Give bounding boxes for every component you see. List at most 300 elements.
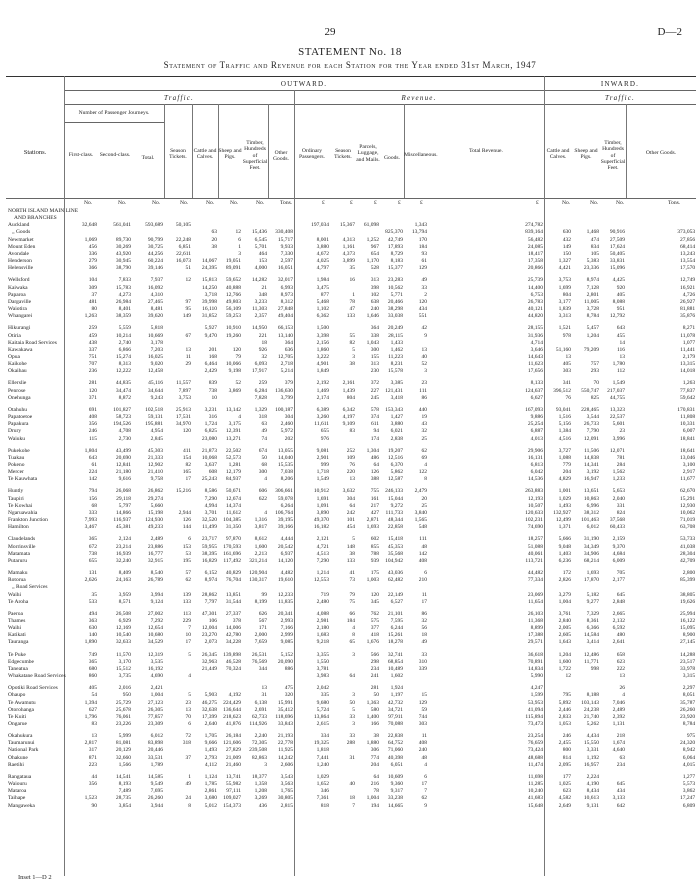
- table-cell: 3,996: [612, 435, 625, 442]
- table-cell: 17,358: [527, 258, 543, 265]
- station-name: „ Goods: [8, 229, 31, 236]
- table-cell: 331: [616, 502, 625, 509]
- table-cell: 97,111: [226, 788, 241, 795]
- table-cell: 41,094: [527, 706, 543, 713]
- table-cell: 43,036: [387, 570, 403, 577]
- table-cell: [242, 222, 268, 229]
- table-row: [6, 421, 696, 428]
- table-cell: 1,643: [558, 639, 571, 646]
- station-name: Drury: [8, 428, 22, 435]
- table-row: [6, 496, 696, 503]
- table-cell: 16,957: [583, 761, 599, 768]
- table-cell: 4,994: [204, 502, 217, 509]
- unit-label: No.: [256, 200, 265, 206]
- table-cell: 117,492: [223, 557, 241, 564]
- table-cell: 978: [562, 332, 571, 339]
- table-cell: 12,749: [680, 277, 696, 284]
- table-cell: 7,695: [150, 788, 163, 795]
- table-cell: 3,718: [204, 291, 217, 298]
- table-cell: 220: [346, 469, 355, 476]
- table-cell: 70: [185, 713, 191, 720]
- table-cell: 4,112: [204, 761, 217, 768]
- table-cell: 317: [88, 747, 97, 754]
- table-cell: 1,204: [586, 332, 599, 339]
- table-cell: [218, 685, 242, 692]
- table-cell: 115,894: [525, 713, 543, 720]
- table-cell: [192, 340, 218, 347]
- table-cell: 6: [188, 536, 191, 543]
- table-cell: 106,764: [275, 509, 293, 516]
- table-cell: 95: [185, 306, 191, 313]
- table-cell: 81,081: [115, 740, 131, 747]
- table-cell: 377: [370, 625, 379, 632]
- table-cell: [330, 659, 356, 666]
- table-cell: 10,863: [583, 495, 599, 502]
- table-cell: 1,358: [254, 781, 267, 788]
- table-cell: 279: [88, 258, 97, 265]
- table-cell: 13,864: [313, 713, 329, 720]
- table-cell: 42,709: [680, 557, 696, 564]
- table-cell: 1,439: [342, 387, 355, 394]
- table-cell: 3,177: [558, 298, 571, 305]
- table-cell: 4,425: [612, 277, 625, 284]
- table-cell: 8,401: [118, 306, 131, 313]
- table-row: [6, 436, 696, 443]
- table-cell: 49,233: [147, 524, 163, 531]
- table-cell: 24,163: [115, 577, 131, 584]
- table-cell: 26,783: [527, 298, 543, 305]
- table-row: [6, 361, 696, 368]
- table-cell: 201: [208, 346, 217, 353]
- station-name: Raetihi: [8, 761, 24, 768]
- table-cell: 8,612: [254, 536, 267, 543]
- table-cell: 372: [370, 380, 379, 387]
- table-cell: 204: [370, 761, 379, 768]
- table-cell: 120: [88, 387, 97, 394]
- table-cell: 79,209: [583, 346, 599, 353]
- table-cell: 32,741: [387, 651, 403, 658]
- misc-revenue-header: Miscellaneous.: [404, 152, 438, 158]
- table-cell: 418: [370, 632, 379, 639]
- table-cell: 8,206: [280, 476, 293, 483]
- table-cell: 111: [419, 387, 427, 394]
- table-cell: 1,131: [612, 721, 625, 727]
- table-cell: 15,717: [277, 236, 293, 243]
- table-row: [6, 781, 696, 788]
- season-tickets-header: Season Tickets.: [169, 148, 187, 161]
- table-cell: 1,277: [682, 773, 696, 780]
- table-cell: 3,637: [204, 462, 217, 468]
- table-cell: 50,105: [175, 222, 191, 229]
- table-cell: 9,272: [390, 502, 403, 509]
- table-cell: 39,620: [147, 313, 163, 320]
- table-cell: 1,765: [280, 788, 293, 795]
- station-name: Te Kauwhata: [8, 476, 38, 483]
- table-cell: 109,027: [223, 795, 241, 802]
- table-cell: 2,480: [316, 598, 329, 605]
- table-cell: 31,190: [583, 536, 599, 543]
- table-cell: 3,279: [558, 591, 571, 598]
- table-cell: 101: [346, 517, 355, 524]
- table-cell: 5,999: [118, 733, 131, 740]
- table-cell: 17,247: [680, 795, 696, 802]
- table-cell: 21,410: [147, 469, 163, 476]
- table-cell: 31,350: [225, 524, 241, 531]
- table-cell: 126: [370, 469, 379, 476]
- station-name: Waihi: [8, 625, 21, 632]
- table-cell: 8,183: [390, 258, 403, 265]
- statement-number: STATEMENT No. 18: [298, 46, 402, 58]
- table-cell: 8,088: [612, 298, 625, 305]
- table-cell: 18,377: [251, 773, 267, 780]
- table-cell: 824: [616, 509, 625, 516]
- table-cell: 1,468: [586, 229, 599, 236]
- table-cell: 5,214: [280, 368, 293, 375]
- table-cell: 642: [616, 802, 625, 809]
- table-cell: 133: [182, 598, 191, 605]
- table-row: [6, 755, 696, 762]
- table-cell: 38,395: [201, 550, 217, 557]
- station-name: Opua: [8, 353, 20, 360]
- table-cell: 45,116: [148, 380, 163, 387]
- table-cell: 440: [418, 406, 427, 413]
- table-cell: 834: [590, 243, 599, 250]
- table-cell: 719: [320, 591, 329, 598]
- table-cell: 33: [349, 713, 355, 720]
- table-cell: 1,549: [612, 380, 625, 387]
- table-cell: 9,666: [204, 740, 217, 747]
- table-cell: [164, 325, 192, 332]
- table-cell: 3: [352, 721, 355, 727]
- table-cell: 1,599: [530, 692, 543, 699]
- table-cell: 738: [88, 550, 97, 557]
- table-cell: 7,361: [316, 795, 329, 802]
- table-cell: 39,166: [277, 524, 293, 531]
- table-cell: 1,880: [366, 740, 379, 747]
- table-cell: 49,803: [225, 298, 241, 305]
- table-cell: 12,553: [313, 577, 329, 584]
- table-cell: 25,913: [175, 406, 191, 413]
- table-cell: 175: [370, 570, 379, 577]
- table-cell: 6,627: [530, 394, 543, 401]
- table-cell: 4,582: [558, 795, 571, 802]
- table-cell: [192, 685, 218, 692]
- inward-sheep-header: Sheep and Pigs.: [574, 148, 598, 161]
- table-cell: 40,061: [527, 550, 543, 557]
- rule: [404, 104, 405, 198]
- table-cell: [380, 222, 404, 229]
- table-cell: 5: [188, 651, 191, 658]
- table-cell: 6,236: [558, 557, 571, 564]
- table-cell: 40,829: [225, 570, 241, 577]
- table-cell: 364: [370, 325, 379, 332]
- table-cell: 1,192: [586, 754, 599, 761]
- table-cell: 75: [349, 598, 355, 605]
- table-cell: 33,831: [609, 258, 625, 265]
- table-cell: 41: [349, 570, 355, 577]
- table-cell: 60,224: [147, 258, 163, 265]
- unit-label: No.: [206, 200, 215, 206]
- table-cell: 2,981: [316, 617, 329, 624]
- table-cell: 6: [424, 773, 427, 780]
- table-cell: 8,313: [118, 361, 131, 368]
- table-row: [6, 733, 696, 740]
- table-cell: 1,890: [84, 639, 97, 646]
- table-cell: 9,680: [316, 699, 329, 706]
- table-cell: 52: [421, 361, 427, 368]
- station-name: Mangaweka: [8, 802, 35, 809]
- table-cell: 2,626: [84, 577, 97, 584]
- table-cell: 32,017: [277, 277, 293, 284]
- table-cell: 27,848: [277, 306, 293, 313]
- table-cell: 432: [562, 236, 571, 243]
- table-cell: 34,970: [175, 421, 191, 428]
- table-cell: 170,593: [223, 543, 241, 550]
- table-cell: 59,253: [225, 313, 241, 320]
- table-cell: 27,465: [147, 298, 163, 305]
- table-cell: 379: [284, 380, 293, 387]
- table-cell: 2,861: [204, 788, 217, 795]
- table-cell: 7,828: [254, 394, 267, 401]
- table-cell: 35,412: [277, 706, 293, 713]
- table-cell: 6,021: [390, 428, 403, 435]
- table-cell: 825: [590, 394, 599, 401]
- table-cell: 27,145: [680, 639, 696, 646]
- table-cell: 11,612: [226, 509, 241, 516]
- table-cell: 35,876: [680, 313, 696, 320]
- table-cell: 1,316: [254, 517, 267, 524]
- table-cell: 7,046: [612, 699, 625, 706]
- table-cell: 3,727: [558, 447, 571, 454]
- unit-label: £: [536, 200, 539, 206]
- table-cell: 2,000: [254, 632, 267, 639]
- unit-label: £: [398, 200, 401, 206]
- table-cell: [294, 584, 330, 591]
- table-row: [6, 558, 696, 565]
- table-cell: 5,152: [280, 651, 293, 658]
- table-cell: 131: [88, 570, 97, 577]
- table-cell: [164, 685, 192, 692]
- table-cell: 18,278: [387, 639, 403, 646]
- table-cell: 6: [238, 236, 241, 243]
- table-cell: 13,323: [609, 406, 625, 413]
- table-cell: 1,674: [612, 740, 625, 747]
- table-cell: 55: [349, 332, 355, 339]
- table-cell: 316: [208, 414, 217, 421]
- table-cell: 202: [284, 435, 293, 442]
- table-cell: 8,481: [150, 306, 163, 313]
- station-name: Tauranga: [8, 639, 29, 646]
- table-cell: 10,912: [313, 488, 329, 495]
- table-cell: 236: [88, 368, 97, 375]
- table-cell: 73,473: [527, 721, 543, 727]
- table-cell: 19,325: [313, 740, 329, 747]
- table-cell: 3,880: [316, 243, 329, 250]
- station-name: Kaiwaka: [8, 284, 28, 291]
- table-cell: 132,927: [553, 509, 571, 516]
- table-cell: 5,990: [530, 673, 543, 680]
- table-cell: 32,638: [201, 706, 217, 713]
- station-name: Huntly: [8, 488, 24, 495]
- table-cell: 71,019: [680, 517, 696, 524]
- table-cell: 4: [188, 673, 191, 680]
- table-cell: 578: [370, 406, 379, 413]
- table-cell: 31,936: [527, 332, 543, 339]
- table-cell: 20,341: [277, 610, 293, 617]
- table-cell: 240: [418, 747, 427, 754]
- table-cell: 25,254: [527, 421, 543, 428]
- table-cell: 21: [261, 284, 267, 291]
- table-cell: 1,384: [558, 428, 571, 435]
- table-cell: 371: [88, 394, 97, 401]
- table-cell: 17,624: [609, 243, 625, 250]
- table-cell: 68,214: [583, 557, 599, 564]
- table-cell: 6,851: [178, 243, 191, 250]
- table-cell: 63: [619, 754, 625, 761]
- table-cell: 320: [284, 692, 293, 699]
- table-row: [6, 714, 696, 721]
- table-cell: 53,953: [527, 699, 543, 706]
- table-cell: 2,845: [150, 435, 163, 442]
- table-cell: 20,129: [115, 747, 131, 754]
- table-cell: 459: [88, 332, 97, 339]
- table-row: [6, 788, 696, 795]
- table-cell: 25,243: [201, 476, 217, 483]
- table-cell: [164, 229, 192, 236]
- table-cell: 99: [261, 591, 267, 598]
- table-cell: 622: [258, 495, 267, 502]
- table-row: [6, 803, 696, 810]
- table-cell: [600, 774, 626, 781]
- table-cell: 36,618: [527, 651, 543, 658]
- table-cell: 26,508: [115, 610, 131, 617]
- table-cell: 8,409: [118, 570, 131, 577]
- table-cell: 3,869: [228, 387, 241, 394]
- table-cell: 23,717: [201, 536, 217, 543]
- table-cell: 3,175: [228, 421, 241, 428]
- table-cell: 12,071: [609, 447, 625, 454]
- table-cell: 4,310: [150, 291, 163, 298]
- table-row: [6, 306, 696, 313]
- table-cell: 4,684: [612, 550, 625, 557]
- table-row: [6, 740, 696, 747]
- table-cell: 82,863: [251, 754, 267, 761]
- table-row: [6, 388, 696, 395]
- table-cell: 44,256: [147, 250, 163, 257]
- table-cell: 22,611: [176, 250, 191, 257]
- table-cell: 40,888: [225, 284, 241, 291]
- table-cell: 580: [370, 706, 379, 713]
- table-cell: 167,093: [525, 406, 543, 413]
- station-name: Te Awamutu: [8, 699, 36, 706]
- table-cell: 3,899: [342, 258, 355, 265]
- table-cell: 33,238: [387, 795, 403, 802]
- table-cell: 1,004: [366, 795, 379, 802]
- table-top-rule: [6, 76, 696, 77]
- table-cell: 154: [182, 454, 191, 461]
- table-row: [6, 407, 696, 414]
- table-cell: 19: [421, 414, 427, 421]
- table-cell: [192, 251, 218, 258]
- table-row: [6, 795, 696, 802]
- table-cell: 79: [235, 353, 241, 360]
- table-cell: 7,290: [316, 557, 329, 564]
- station-name: Dargaville: [8, 298, 32, 305]
- table-cell: 9: [424, 332, 427, 339]
- table-cell: 139: [182, 591, 191, 598]
- table-cell: 12,674: [225, 495, 241, 502]
- table-cell: 17,656: [527, 368, 543, 375]
- table-cell: 2,240: [254, 733, 267, 740]
- table-cell: 4: [622, 692, 625, 699]
- table-cell: 11,506: [584, 447, 599, 454]
- table-cell: 101,463: [581, 517, 599, 524]
- table-cell: 28,862: [201, 591, 217, 598]
- table-cell: 405: [616, 291, 625, 298]
- table-cell: 1,984: [316, 277, 329, 284]
- table-cell: 29: [185, 361, 191, 368]
- table-cell: 80: [91, 306, 97, 313]
- station-name: Wellsford: [8, 277, 30, 284]
- table-cell: [192, 584, 218, 591]
- table-cell: 37: [91, 291, 97, 298]
- table-cell: [164, 340, 192, 347]
- table-cell: 1,170: [366, 258, 379, 265]
- station-name: Taihape: [8, 795, 26, 802]
- table-cell: 3,563: [280, 781, 293, 788]
- table-cell: [64, 584, 98, 591]
- table-cell: 1,077: [682, 339, 696, 346]
- table-cell: 15,648: [527, 802, 543, 809]
- table-cell: 86: [421, 394, 427, 401]
- table-cell: 44,835: [115, 380, 131, 387]
- table-cell: 25,994: [680, 610, 696, 617]
- table-cell: 38: [349, 361, 355, 368]
- table-cell: 3,781: [316, 665, 329, 672]
- table-cell: 15,261: [387, 632, 403, 639]
- table-cell: 5,559: [118, 325, 131, 332]
- section-heading-row: [6, 208, 696, 215]
- table-cell: 12,902: [147, 462, 163, 468]
- table-cell: 8,900: [682, 632, 696, 639]
- table-cell: 11,441: [680, 346, 696, 353]
- table-cell: 56,109: [225, 306, 241, 313]
- table-cell: 1: [188, 773, 191, 780]
- table-cell: 1,718: [316, 469, 329, 476]
- table-cell: 20,866: [527, 265, 543, 272]
- table-cell: 12,654: [147, 625, 163, 632]
- table-cell: 14,018: [680, 368, 696, 375]
- table-cell: 61: [91, 462, 97, 468]
- table-cell: 2,838: [390, 435, 403, 442]
- table-cell: 4,025: [316, 258, 329, 265]
- table-cell: 4: [264, 476, 267, 483]
- table-cell: 133: [346, 313, 355, 320]
- table-cell: 3,475: [316, 284, 329, 291]
- table-cell: 246: [88, 428, 97, 435]
- table-cell: 58,723: [115, 414, 131, 421]
- table-cell: [218, 222, 242, 229]
- table-cell: 170,831: [677, 406, 696, 413]
- station-name: Ohaupo: [8, 692, 26, 699]
- table-cell: 32: [261, 353, 267, 360]
- table-cell: 228,465: [581, 406, 599, 413]
- table-cell: 4,690: [150, 673, 163, 680]
- table-cell: 9,218: [316, 639, 329, 646]
- table-cell: 1,860: [316, 346, 329, 353]
- table-cell: 34,529: [147, 639, 163, 646]
- table-cell: 259: [258, 380, 267, 387]
